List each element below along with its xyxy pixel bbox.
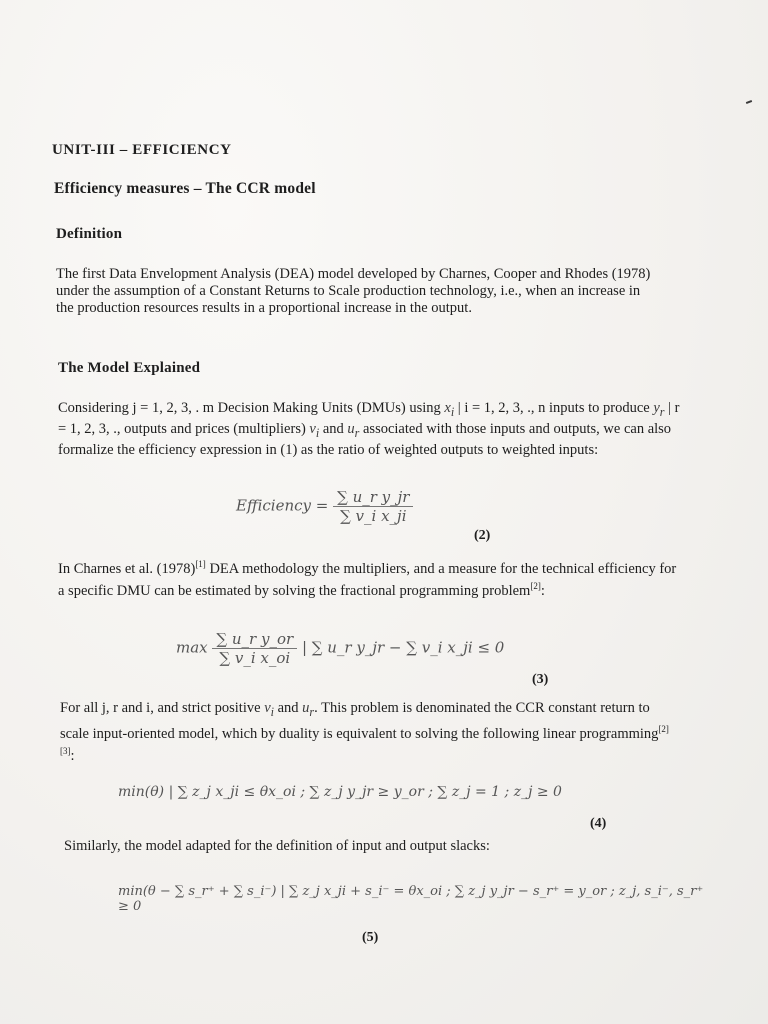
eq3-condition: ∑ u_r y_jr − ∑ v_i x_ji ≤ 0	[311, 638, 505, 657]
model-paragraph	[58, 400, 680, 459]
equation-5: min(θ − ∑ s_r⁺ + ∑ s_i⁻) | ∑ z_j x_ji + s_i⁻ = θx_oi ; ∑ z_j y_jr − s_r⁺ = y_or ; z_j, s_i⁻, s_r⁺ ≥ 0	[118, 884, 704, 914]
eq2-fraction	[333, 488, 413, 525]
eq2-number: (2)	[474, 528, 491, 543]
eq3-denominator: ∑ v_i x_oi	[219, 649, 291, 667]
v-symbol-2: $v_i$	[264, 700, 274, 719]
eq5-number: (5)	[362, 930, 379, 945]
eq3-numerator: ∑ u_r y_or	[212, 630, 297, 649]
charnes-paragraph	[58, 556, 678, 600]
y-symbol: $y_r$	[653, 400, 665, 419]
similarly-paragraph: Similarly, the model adapted for the definition of input and output slacks:	[64, 838, 490, 854]
reference-3: [2][3]	[60, 723, 669, 756]
u-symbol: $u_r$	[347, 420, 360, 440]
eq2-numerator: ∑ u_r y_jr	[333, 488, 413, 507]
eq2-denominator: ∑ v_i x_ji	[340, 507, 407, 525]
equation-3: max $\frac{\text{∑ u\_r y\_or}}{\text{∑ v\_i x\_oi}}$ | ∑ u_r y_jr − ∑ v_i x_ji ≤ 0	[176, 630, 505, 667]
eq2-lhs: Efficiency	[236, 496, 311, 515]
forall-text-c: . This problem is denominated the CCR constant return to scale input-oriented model, which by duality is equivalent to solving the following linear programming	[60, 700, 659, 742]
forall-text-d: :	[70, 747, 75, 764]
unit-title: UNIT-III – EFFICIENCY	[52, 142, 232, 158]
model-text-b: | i = 1, 2, 3, ., n inputs to produce	[457, 400, 650, 416]
reference-2: [2]	[530, 580, 541, 591]
model-heading: The Model Explained	[58, 360, 201, 376]
x-symbol: $x_i$	[444, 400, 455, 419]
equation-4: min(θ) | ∑ z_j x_ji ≤ θx_oi ; ∑ z_j y_jr ≥ y_or ; ∑ z_j = 1 ; z_j ≥ 0	[118, 784, 562, 800]
charnes-text-b: DEA methodology the multipliers, and a measure for the technical efficiency for a specific DMU can be estimated by solving the fractional programming problem	[58, 560, 677, 599]
eq3-lhs: max	[176, 638, 208, 657]
eq4-number: (4)	[590, 816, 607, 831]
eq3-number: (3)	[532, 672, 549, 687]
charnes-text-c: :	[540, 582, 545, 599]
model-text-c: | r = 1, 2, 3, ., outputs and prices (multipliers)	[58, 400, 680, 437]
forall-text-a: For all j, r and i, and strict positive	[60, 700, 261, 716]
model-text-a: Considering j = 1, 2, 3, . m Decision Making Units (DMUs) using	[58, 400, 441, 416]
forall-paragraph	[60, 700, 678, 765]
reference-1: [1]	[195, 559, 206, 569]
v-symbol: $v_i$	[309, 420, 320, 440]
model-text-e: associated with those inputs and outputs, we can also formalize the efficiency expression in (1) as the ratio of weighted outputs to weighted inputs:	[58, 420, 672, 458]
definition-paragraph: The first Data Envelopment Analysis (DEA) model developed by Charnes, Cooper and Rhodes (1978) under the assumption of a Constant Returns to Scale production technology, i.e., when an increase in the production resources results in a proportional increase in the output.	[56, 266, 651, 316]
eq3-fraction	[212, 630, 297, 667]
charnes-text-a: In Charnes et al. (1978)	[58, 560, 196, 577]
definition-heading: Definition	[56, 226, 123, 242]
equation-2: Efficiency = $\frac{\text{∑ u\_r y\_jr}}{\text{∑ v\_i x\_ji}}$	[236, 488, 413, 525]
section-title: Efficiency measures – The CCR model	[54, 180, 316, 197]
model-text-d: and	[322, 420, 344, 437]
forall-text-b: and	[277, 700, 299, 716]
pen-mark	[746, 100, 752, 104]
u-symbol-2: $u_r$	[302, 700, 315, 719]
